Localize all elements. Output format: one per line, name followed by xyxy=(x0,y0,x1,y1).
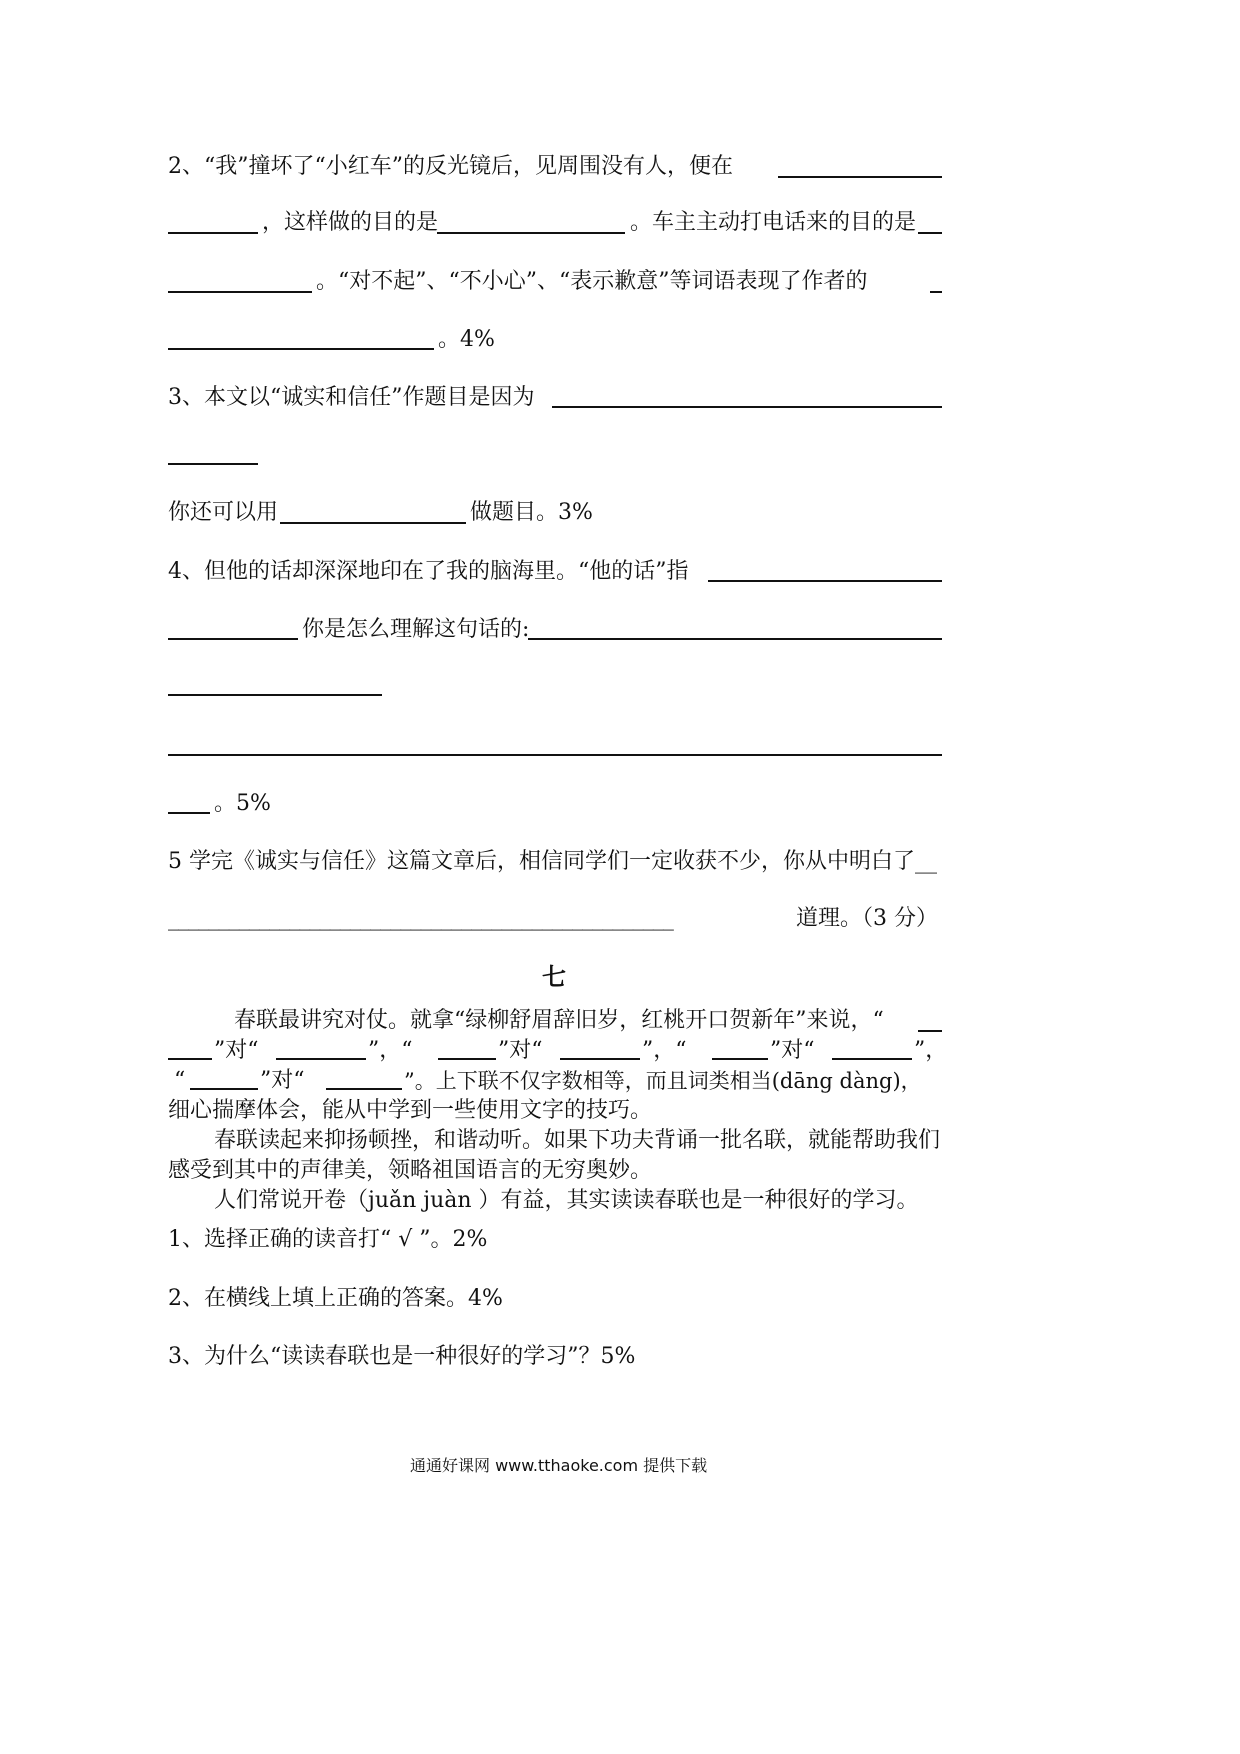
q2-line2-text-a: ，这样做的目的是 xyxy=(262,210,439,235)
passage-blank-5[interactable] xyxy=(712,1058,768,1060)
q5-line2-end-text: 道理。（3 分） xyxy=(796,906,938,931)
footer-text: 通通好课网 www.tthaoke.com 提供下载 xyxy=(410,1456,708,1475)
q5-line1-text: 5 学完《诚实与信任》这篇文章后，相信同学们一定收获不少，你从中明白了__ xyxy=(168,849,937,874)
q2-line3-text: 。“对不起”、“不小心”、“表示歉意”等词语表现了作者的 xyxy=(316,269,868,294)
passage-blank-4[interactable] xyxy=(560,1058,640,1060)
q3-blank-2[interactable] xyxy=(280,522,466,524)
passage-dui-2: ”对“ xyxy=(498,1038,543,1063)
passage-blank-1[interactable] xyxy=(918,1030,942,1032)
passage-blank-7[interactable] xyxy=(190,1088,258,1090)
q4-line5-text: 。5% xyxy=(214,791,271,816)
q2-line4-text: 。4% xyxy=(438,327,495,352)
q2-blank-3-cont[interactable] xyxy=(168,291,312,293)
q3-line3-text-a: 你还可以用 xyxy=(168,500,279,525)
q4-blank-1[interactable] xyxy=(708,580,942,582)
passage-comma-2: ”，“ xyxy=(642,1038,687,1063)
q4-blank-2-line[interactable] xyxy=(168,754,942,756)
passage-blank-1-cont[interactable] xyxy=(168,1058,212,1060)
q2-blank-4[interactable] xyxy=(930,291,942,293)
q5-blank-underscores[interactable]: __________________________________________________ xyxy=(168,906,674,931)
q4-blank-2-cont[interactable] xyxy=(168,694,382,696)
q7-question-1: 1、选择正确的读音打“ √ ”。2% xyxy=(168,1227,488,1252)
passage-blank-3[interactable] xyxy=(438,1058,496,1060)
q2-blank-4-cont[interactable] xyxy=(168,348,434,350)
passage-dui-3: ”对“ xyxy=(770,1038,815,1063)
q3-blank-1-cont[interactable] xyxy=(168,463,258,465)
q7-question-2: 2、在横线上填上正确的答案。4% xyxy=(168,1286,503,1311)
passage-p1-line4: 细心揣摩体会，能从中学到一些使用文字的技巧。 xyxy=(168,1098,653,1123)
q3-blank-1[interactable] xyxy=(552,406,942,408)
q2-blank-1-cont[interactable] xyxy=(168,232,258,234)
q3-line1-text: 3、本文以“诚实和信任”作题目是因为 xyxy=(168,385,535,410)
passage-blank-2[interactable] xyxy=(276,1058,366,1060)
q4-line2-text: 你是怎么理解这句话的: xyxy=(302,617,530,642)
passage-dui-4: ”对“ xyxy=(260,1068,305,1093)
q4-blank-2-end[interactable] xyxy=(168,812,210,814)
q4-blank-1-cont[interactable] xyxy=(168,638,298,640)
q2-blank-1[interactable] xyxy=(778,176,942,178)
q2-line1-text: 2、“我”撞坏了“小红车”的反光镜后，见周围没有人，便在 xyxy=(168,154,733,179)
q4-line1-text: 4、但他的话却深深地印在了我的脑海里。“他的话”指 xyxy=(168,559,689,584)
passage-p3-line1: 人们常说开卷（juǎn juàn ）有益，其实读读春联也是一种很好的学习。 xyxy=(214,1188,919,1213)
passage-p1-line3-rest: ”。上下联不仅字数相等，而且词类相当(dāng dàng)， xyxy=(404,1069,922,1093)
q7-question-3: 3、为什么“读读春联也是一种很好的学习”？5% xyxy=(168,1344,636,1369)
q4-blank-2[interactable] xyxy=(528,638,942,640)
passage-comma-3: ”， xyxy=(914,1038,948,1063)
passage-dui-1: ”对“ xyxy=(214,1038,259,1063)
passage-comma-1: ”，“ xyxy=(368,1038,413,1063)
q2-blank-3[interactable] xyxy=(918,232,942,234)
q3-line3-text-b: 做题目。3% xyxy=(470,500,593,525)
passage-p1-line1: 春联最讲究对仗。就拿“绿柳舒眉辞旧岁，红桃开口贺新年”来说，“ xyxy=(234,1008,884,1033)
section-heading: 七 xyxy=(542,962,566,991)
q2-blank-2[interactable] xyxy=(437,232,625,234)
passage-blank-6[interactable] xyxy=(832,1058,912,1060)
passage-p2-line2: 感受到其中的声律美，领略祖国语言的无穷奥妙。 xyxy=(168,1158,653,1183)
passage-p2-line1: 春联读起来抑扬顿挫，和谐动听。如果下功夫背诵一批名联，就能帮助我们 xyxy=(214,1128,941,1153)
q2-line2-text-b: 。车主主动打电话来的目的是 xyxy=(630,210,917,235)
passage-open-quote: “ xyxy=(174,1068,186,1093)
passage-blank-8[interactable] xyxy=(326,1088,402,1090)
